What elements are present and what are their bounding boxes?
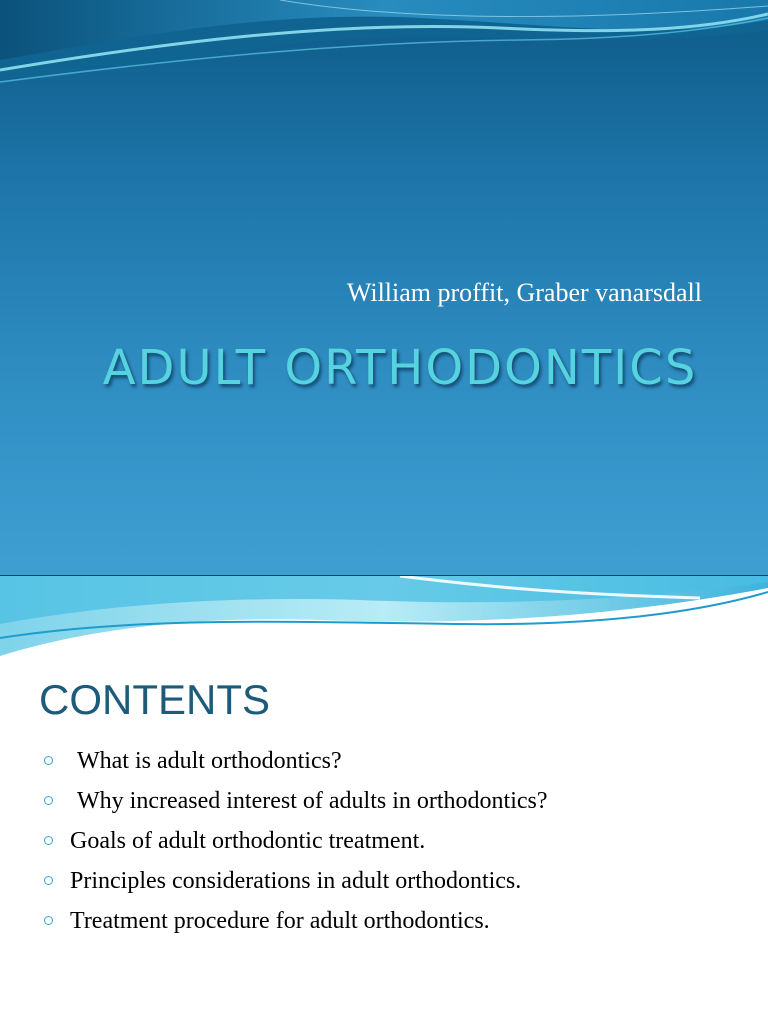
slide-subtitle: William proffit, Graber vanarsdall <box>346 278 702 307</box>
list-item-label: Why increased interest of adults in orthodontics? <box>77 788 548 814</box>
hollow-circle-bullet-icon <box>44 836 53 845</box>
hollow-circle-bullet-icon <box>44 876 53 885</box>
list-item-label: What is adult orthodontics? <box>77 748 342 774</box>
list-item-label: Principles considerations in adult orthodontics. <box>70 868 522 894</box>
hollow-circle-bullet-icon <box>44 756 53 765</box>
wave-decoration-top <box>0 0 768 110</box>
hollow-circle-bullet-icon <box>44 916 53 925</box>
contents-slide <box>0 576 768 1024</box>
slide-title: ADULT ORTHODONTICS <box>102 340 698 396</box>
hollow-circle-bullet-icon <box>44 796 53 805</box>
list-item-label: Goals of adult orthodontic treatment. <box>70 828 426 854</box>
list-item-label: Treatment procedure for adult orthodontics. <box>70 908 490 934</box>
wave-decoration-top <box>0 576 768 666</box>
contents-heading: CONTENTS <box>39 676 270 723</box>
